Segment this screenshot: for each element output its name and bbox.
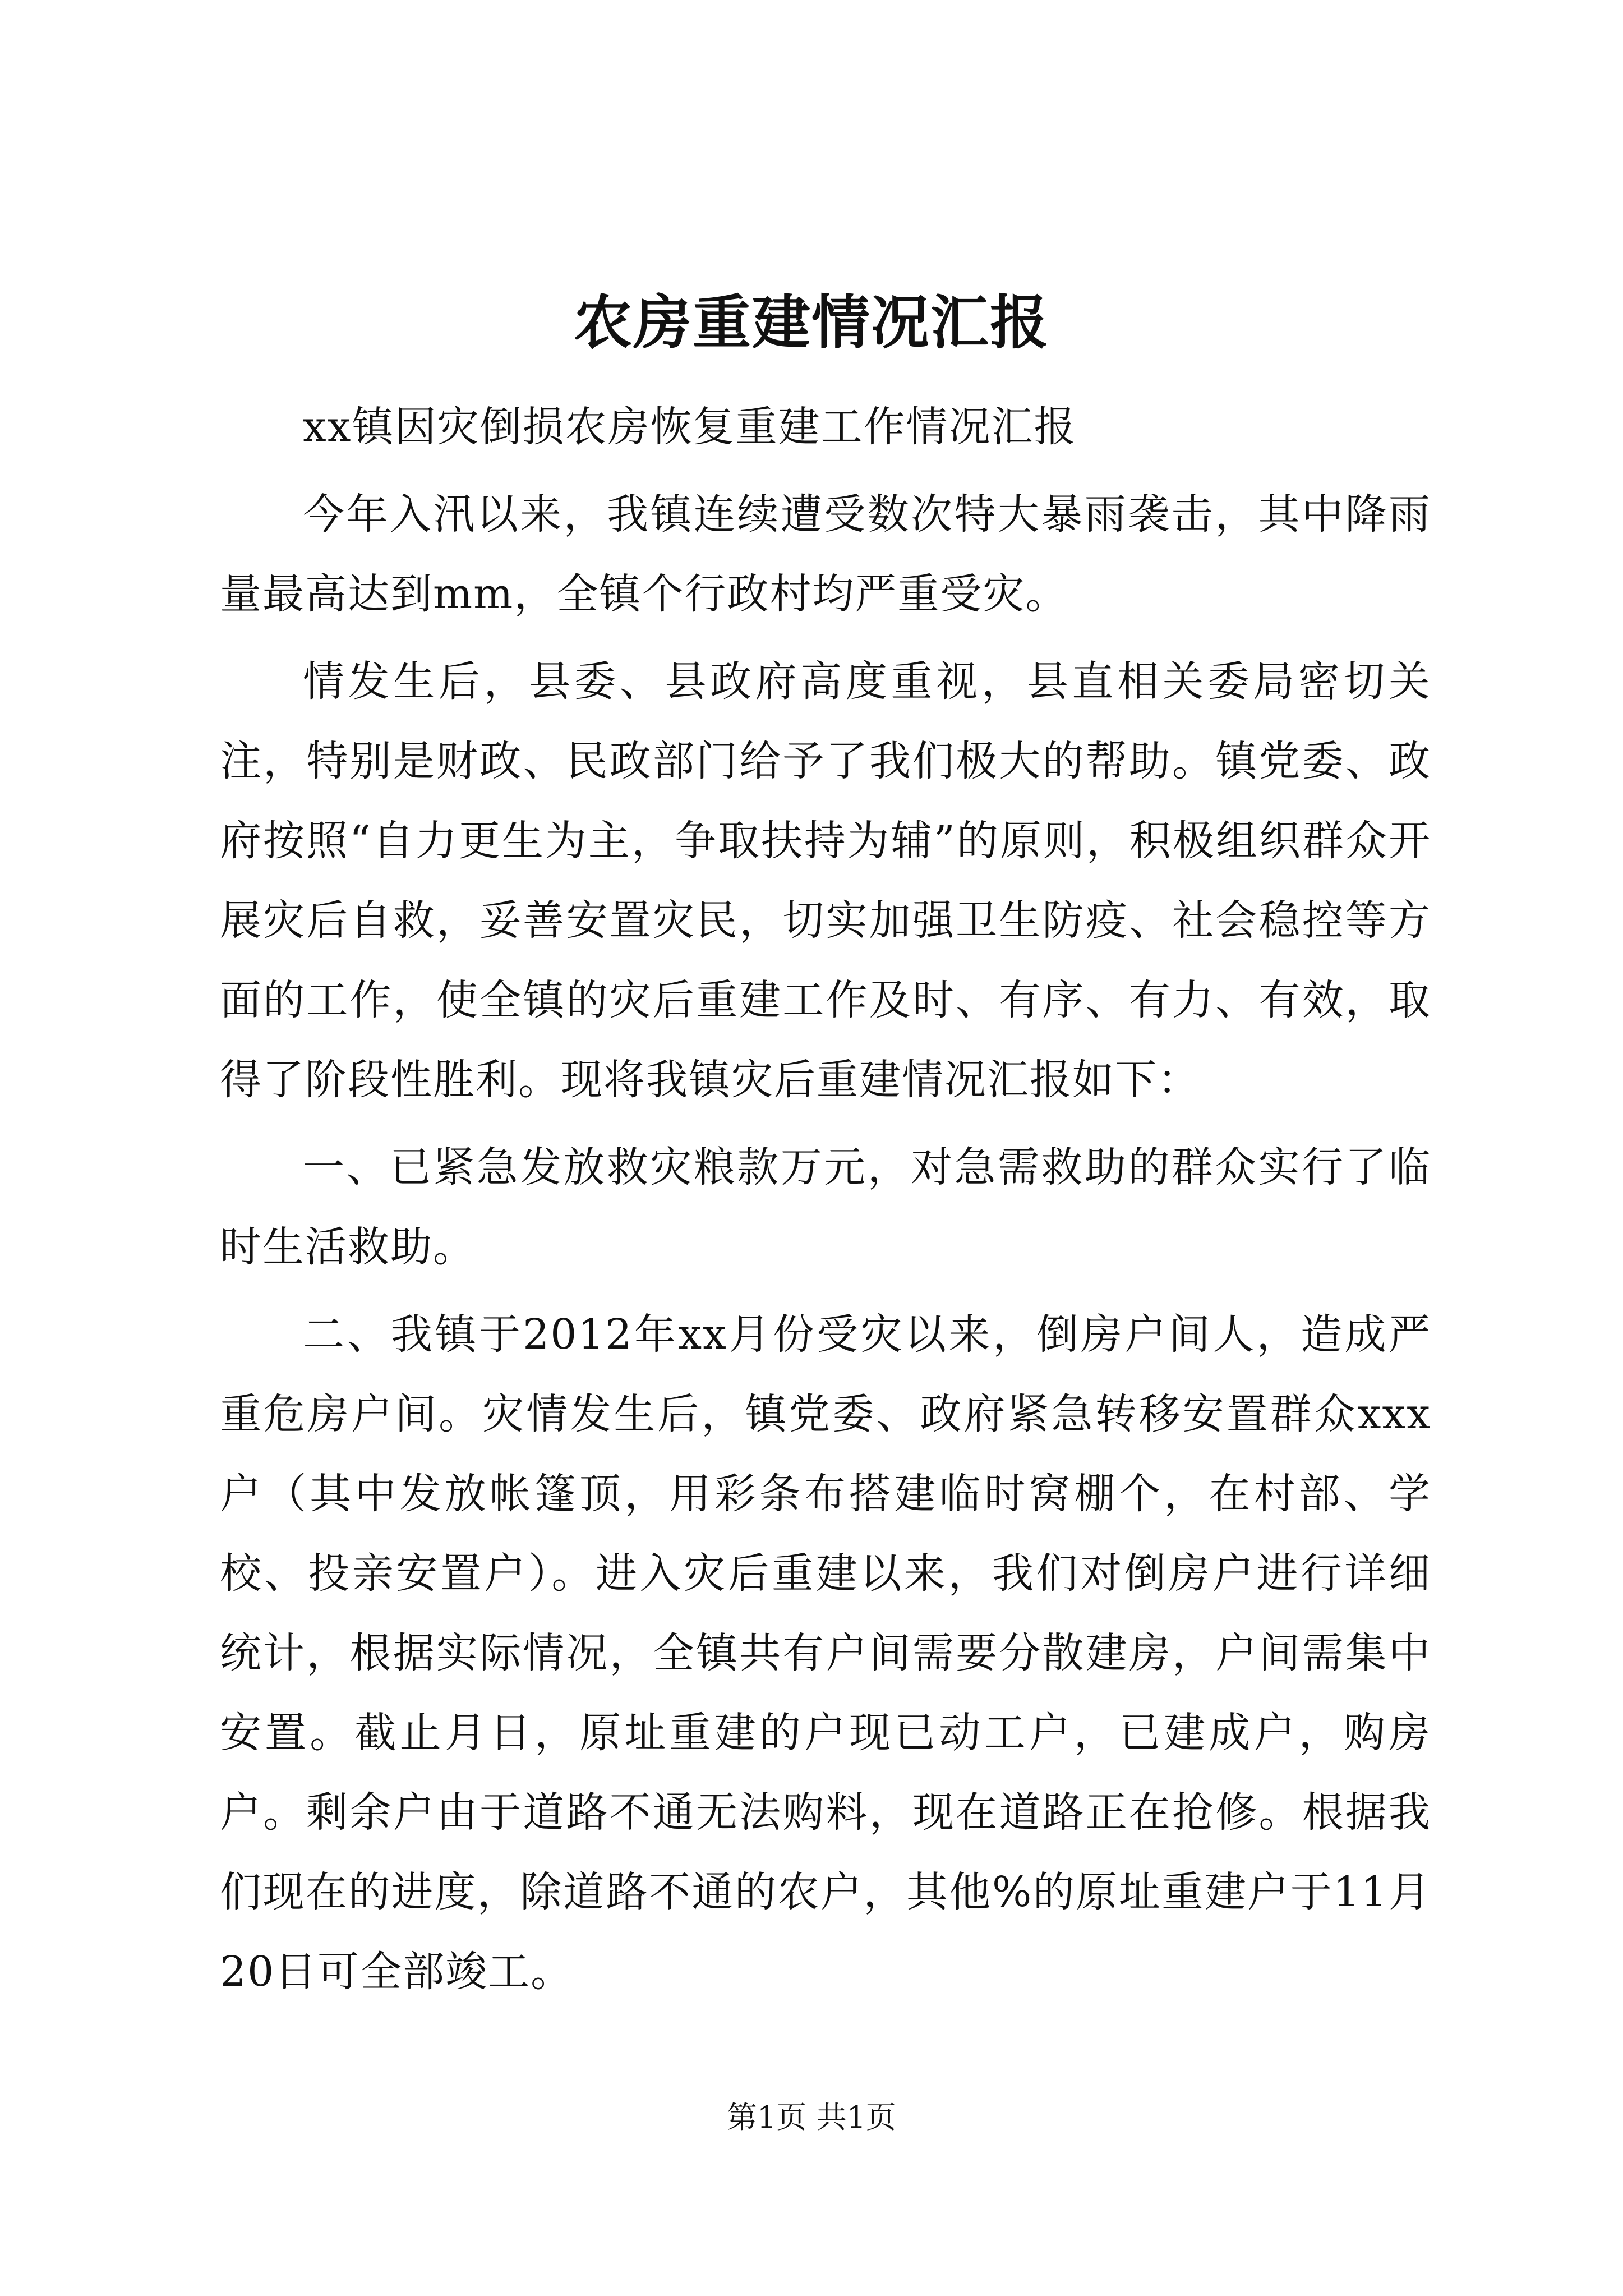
- paragraph-response: 情发生后，县委、县政府高度重视，县直相关委局密切关注，特别是财政、民政部门给予了我们极大的帮助。镇党委、政府按照“自力更生为主，争取扶持为辅”的原则，积极组织群众开展灾后自救，妥善安置灾民，切实加强卫生防疫、社会稳控等方面的工作，使全镇的灾后重建工作及时、有序、有力、有效，取得了阶段性胜利。现将我镇灾后重建情况汇报如下：: [220, 657, 1431, 1104]
- paragraph-item-two: 二、我镇于2012年xx月份受灾以来，倒房户间人，造成严重危房户间。灾情发生后，镇党委、政府紧急转移安置群众xxx户（其中发放帐篷顶，用彩条布搭建临时窝棚个，在村部、学校、投亲安置户）。进入灾后重建以来，我们对倒房户进行详细统计，根据实际情况，全镇共有户间需要分散建房，户间需集中安置。截止月日，原址重建的户现已动工户，已建成户，购房户。剩余户由于道路不通无法购料，现在道路正在抢修。根据我们现在的进度，除道路不通的农户，其他%的原址重建户于11月20日可全部竣工。: [220, 1310, 1431, 1996]
- paragraph-subtitle: xx镇因灾倒损农房恢复重建工作情况汇报: [303, 403, 1077, 451]
- paragraph-item-one: 一、已紧急发放救灾粮款万元，对急需救助的群众实行了临时生活救助。: [220, 1143, 1431, 1271]
- document-body: [220, 387, 1431, 2019]
- paragraph-intro: 今年入汛以来，我镇连续遭受数次特大暴雨袭击，其中降雨量最高达到mm，全镇个行政村均严重受灾。: [220, 490, 1431, 618]
- page-footer: 第1页 共1页: [727, 2100, 896, 2135]
- document-title: 农房重建情况汇报: [573, 288, 1049, 357]
